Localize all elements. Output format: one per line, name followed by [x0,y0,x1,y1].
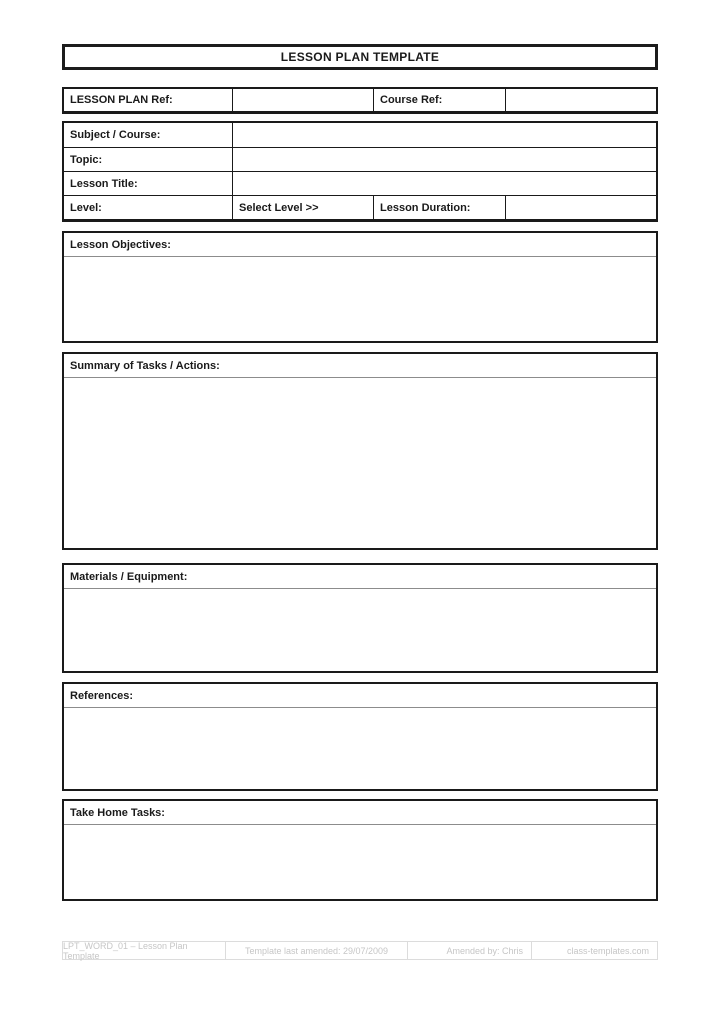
take-home-tasks-header: Take Home Tasks: [64,801,656,825]
summary-tasks-section [62,352,658,550]
lesson-duration-label: Lesson Duration: [373,196,505,219]
table-row [64,123,656,147]
course-ref-label: Course Ref: [373,89,505,111]
topic-label: Topic: [70,153,103,166]
references-field[interactable] [64,708,656,789]
lesson-details-table [62,121,658,222]
lesson-objectives-section [62,231,658,343]
document-footer [62,941,658,960]
document-title: LESSON PLAN TEMPLATE [280,50,440,64]
references-section [62,682,658,791]
level-label: Level: [70,201,102,214]
footer-site-link[interactable]: class-templates.com [531,942,657,959]
footer-doc-id: LPT_WORD_01 – Lesson Plan Template [63,940,188,961]
summary-tasks-field[interactable] [64,378,656,548]
document-title-box [62,44,658,70]
lesson-title-label: Lesson Title: [70,177,138,190]
summary-tasks-header: Summary of Tasks / Actions: [64,354,656,378]
table-row [64,195,656,219]
lesson-plan-ref-field[interactable] [232,89,373,111]
lesson-duration-field[interactable] [505,196,656,219]
ref-table [62,87,658,114]
table-row [64,171,656,195]
subject-course-field[interactable] [232,123,656,147]
lesson-plan-ref-label: LESSON PLAN Ref: [70,94,173,106]
footer-amended-by: Amended by: Chris [407,942,531,959]
take-home-tasks-section [62,799,658,901]
materials-equipment-header: Materials / Equipment: [64,565,656,589]
lesson-title-field[interactable] [232,172,656,195]
course-ref-field[interactable] [505,89,656,111]
materials-equipment-section [62,563,658,673]
lesson-objectives-field[interactable] [64,257,656,341]
take-home-tasks-field[interactable] [64,825,656,899]
references-header: References: [64,684,656,708]
table-row [64,147,656,171]
subject-course-label: Subject / Course: [70,129,161,141]
footer-amended-date: Template last amended: 29/07/2009 [225,942,407,959]
level-select[interactable]: Select Level >> [232,196,373,219]
topic-field[interactable] [232,148,656,171]
document-content [62,0,658,960]
lesson-objectives-header: Lesson Objectives: [64,233,656,257]
materials-equipment-field[interactable] [64,589,656,671]
